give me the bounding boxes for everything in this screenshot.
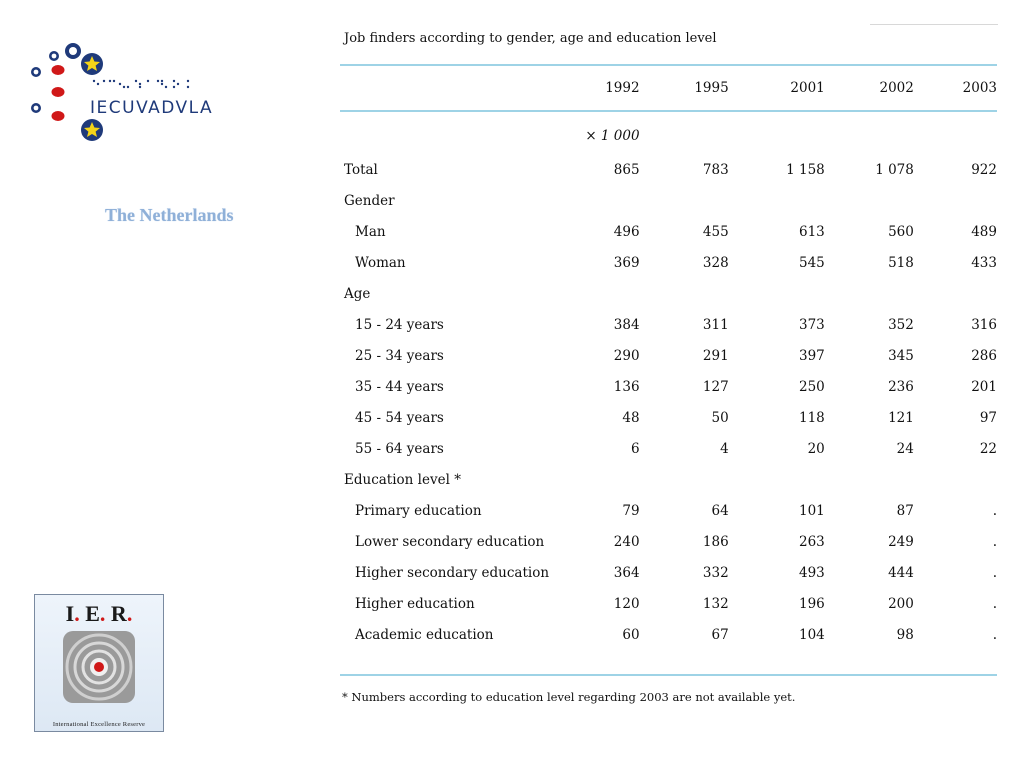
- cell-value: 60: [622, 626, 640, 643]
- cell-value: 328: [702, 254, 729, 271]
- cell-value: 121: [888, 409, 914, 426]
- table-row: [340, 588, 997, 619]
- unit-label: × 1 000: [585, 128, 640, 144]
- cell-value: 50: [711, 409, 729, 426]
- section-row: [340, 278, 997, 309]
- row-label: Total: [344, 161, 378, 178]
- year-header: 2001: [790, 80, 825, 96]
- row-label: Woman: [355, 254, 406, 271]
- table-row: [340, 526, 997, 557]
- table-title: Job finders according to gender, age and education level: [344, 31, 717, 46]
- cell-value: 98: [896, 626, 914, 643]
- cell-value: 87: [896, 502, 914, 519]
- cell-value: 236: [888, 378, 914, 395]
- cell-value: 64: [711, 502, 729, 519]
- row-label: Lower secondary education: [355, 533, 545, 550]
- ier-letters: I. E. R.: [65, 601, 133, 626]
- cell-value: 286: [971, 347, 997, 364]
- row-label: 35 - 44 years: [355, 378, 444, 395]
- logo-wordmark: IECUVADVLA: [90, 98, 214, 118]
- cell-value: 249: [888, 533, 914, 550]
- row-label: Primary education: [355, 502, 482, 519]
- bottom-rule: [340, 674, 997, 676]
- cell-value: .: [992, 626, 997, 643]
- table-row: [340, 557, 997, 588]
- cell-value: 352: [888, 316, 914, 333]
- cell-value: 196: [798, 595, 825, 612]
- table-row: [340, 619, 997, 650]
- top-divider: [870, 24, 998, 25]
- cell-value: 97: [979, 409, 997, 426]
- cell-value: 186: [702, 533, 729, 550]
- year-header: 2003: [962, 80, 997, 96]
- cell-value: .: [992, 502, 997, 519]
- cell-value: 20: [807, 440, 825, 457]
- table-row: [340, 340, 997, 371]
- ier-logo: [34, 594, 164, 732]
- row-label: Man: [355, 223, 386, 240]
- table-row: [340, 154, 997, 185]
- row-label: Higher education: [355, 595, 475, 612]
- year-header: 2002: [879, 80, 914, 96]
- row-label: Higher secondary education: [355, 564, 550, 581]
- cell-value: 24: [896, 440, 914, 457]
- cell-value: 496: [613, 223, 640, 240]
- cell-value: 290: [613, 347, 640, 364]
- row-label: Academic education: [355, 626, 494, 643]
- cell-value: 455: [702, 223, 729, 240]
- cell-value: 865: [613, 161, 640, 178]
- cell-value: .: [992, 564, 997, 581]
- cell-value: 345: [888, 347, 914, 364]
- target-icon: [61, 629, 137, 705]
- footnote: * Numbers according to education level regarding 2003 are not available yet.: [342, 690, 796, 704]
- cell-value: 364: [613, 564, 640, 581]
- header-row: [340, 68, 997, 108]
- cell-value: 104: [798, 626, 825, 643]
- year-header: 1995: [694, 80, 729, 96]
- cell-value: 613: [798, 223, 825, 240]
- cell-value: 22: [979, 440, 997, 457]
- cell-value: 136: [613, 378, 640, 395]
- table-row: [340, 495, 997, 526]
- cell-value: 444: [888, 564, 914, 581]
- iecuvadvla-logo: [28, 36, 238, 148]
- cell-value: 397: [798, 347, 825, 364]
- cell-value: 101: [798, 502, 825, 519]
- table-row: [340, 216, 997, 247]
- cell-value: 200: [888, 595, 914, 612]
- cell-value: 545: [798, 254, 825, 271]
- cell-value: 783: [702, 161, 729, 178]
- cell-value: 518: [888, 254, 914, 271]
- table-row: [340, 309, 997, 340]
- cell-value: 6: [630, 440, 640, 457]
- row-label: 55 - 64 years: [355, 440, 444, 457]
- ier-caption: International Excellence Reserve: [52, 721, 146, 728]
- cell-value: 291: [702, 347, 729, 364]
- cell-value: 493: [798, 564, 825, 581]
- cell-value: .: [992, 595, 997, 612]
- section-label: Education level *: [344, 471, 461, 488]
- cell-value: 1 078: [875, 161, 914, 178]
- cell-value: 127: [702, 378, 729, 395]
- cell-value: 433: [971, 254, 997, 271]
- cell-value: 332: [702, 564, 729, 581]
- cell-value: 373: [798, 316, 825, 333]
- section-label: Gender: [344, 192, 395, 209]
- section-row: [340, 464, 997, 495]
- cell-value: 922: [971, 161, 997, 178]
- cell-value: 369: [613, 254, 640, 271]
- table-row: [340, 247, 997, 278]
- cell-value: 48: [622, 409, 640, 426]
- table-row: [340, 371, 997, 402]
- row-label: 25 - 34 years: [355, 347, 444, 364]
- cell-value: 240: [613, 533, 640, 550]
- top-rule: [340, 64, 997, 66]
- table-row: [340, 402, 997, 433]
- cell-value: 67: [711, 626, 729, 643]
- cell-value: 120: [613, 595, 640, 612]
- cell-value: 489: [971, 223, 997, 240]
- cell-value: 4: [720, 440, 729, 457]
- cell-value: 201: [971, 378, 997, 395]
- unit-row: [340, 118, 997, 154]
- year-header: 1992: [605, 80, 640, 96]
- country-label: The Netherlands: [105, 205, 234, 225]
- cell-value: 1 158: [786, 161, 825, 178]
- cell-value: 79: [622, 502, 640, 519]
- section-label: Age: [344, 285, 371, 302]
- cell-value: 263: [798, 533, 825, 550]
- cell-value: 311: [702, 316, 729, 333]
- cell-value: 316: [971, 316, 997, 333]
- row-label: 15 - 24 years: [355, 316, 444, 333]
- section-row: [340, 185, 997, 216]
- table-row: [340, 433, 997, 464]
- cell-value: 118: [798, 409, 825, 426]
- cell-value: 250: [798, 378, 825, 395]
- job-finders-table: [340, 68, 997, 650]
- row-label: 45 - 54 years: [355, 409, 444, 426]
- cell-value: 132: [702, 595, 729, 612]
- cell-value: 384: [613, 316, 640, 333]
- cell-value: .: [992, 533, 997, 550]
- cell-value: 560: [888, 223, 914, 240]
